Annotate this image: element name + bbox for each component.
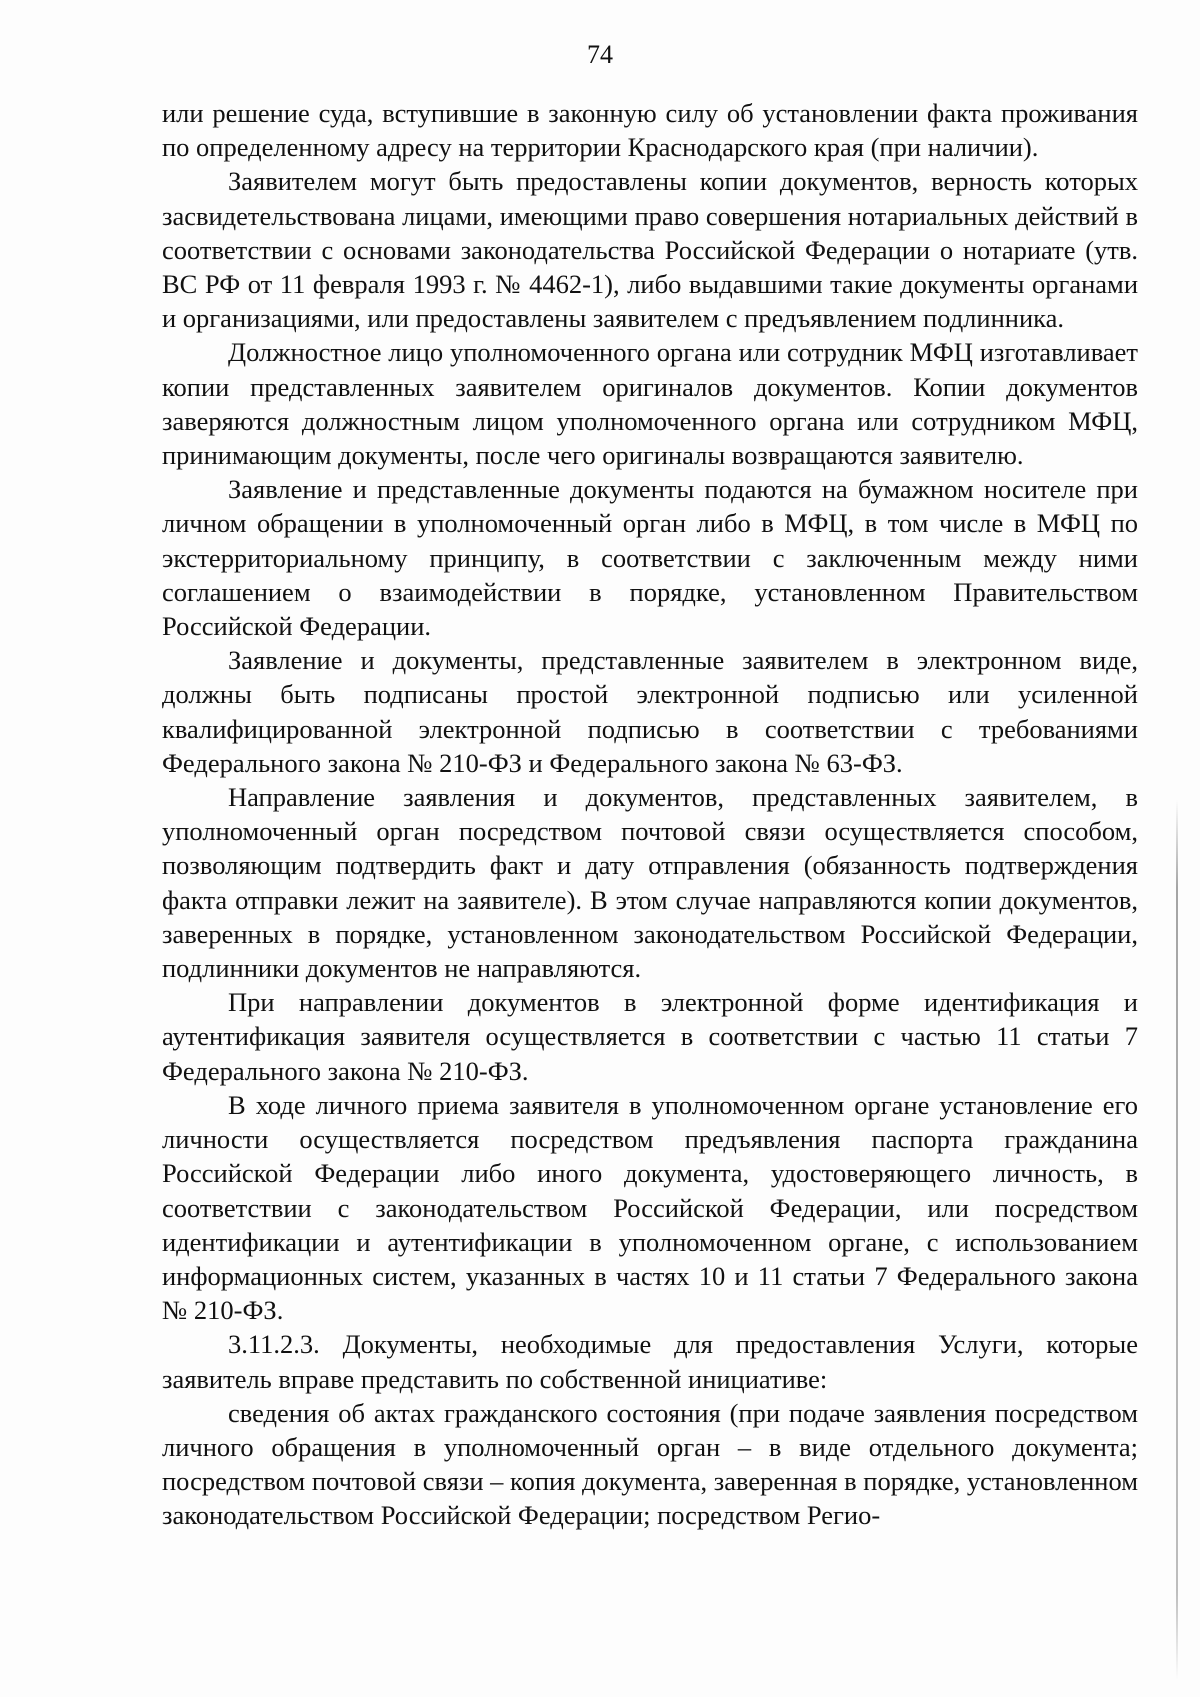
paragraph: В ходе личного приема заявителя в уполномоченном органе установление его личности осуществляется посредством предъявления паспорта гражданина Российской Федерации либо иного документа, удостоверяющего личность, в соответствии с законодательством Российской Федерации, или посредством идентификации и аутентификации в уполномоченном органе, с использованием информационных систем, указанных в частях 10 и 11 статьи 7 Федерального закона № 210-ФЗ. <box>162 1089 1138 1326</box>
paragraph: сведения об актах гражданского состояния (при подаче заявления посредством личного обращения в уполномоченный орган – в виде отдельного документа; посредством почтовой связи – копия документа, заверенная в порядке, установленном законодательством Российской Федерации; посредством Регио- <box>162 1397 1138 1531</box>
paragraph: Должностное лицо уполномоченного органа или сотрудник МФЦ изготавливает копии представленных заявителем оригиналов документов. Копии документов заверяются должностным лицом уполномоченного органа или сотрудником МФЦ, принимающим документы, после чего оригиналы возвращаются заявителю. <box>162 337 1138 471</box>
paragraph: Направление заявления и документов, представленных заявителем, в уполномоченный орган посредством почтовой связи осуществляется способом, позволяющим подтвердить факт и дату отправления (обязанность подтверждения факта отправки лежит на заявителе). В этом случае направляются копии документов, заверенных в порядке, установленном законодательством Российской Федерации, подлинники документов не направляются. <box>162 782 1138 984</box>
paragraph: или решение суда, вступившие в законную силу об установлении факта проживания по определенному адресу на территории Краснодарского края (при наличии). <box>162 98 1138 163</box>
document-body <box>162 96 1138 1533</box>
paragraph: Заявителем могут быть предоставлены копии документов, верность которых засвидетельствована лицами, имеющими право совершения нотариальных действий в соответствии с основами законодательства Российской Федерации о нотариате (утв. ВС РФ от 11 февраля 1993 г. № 4462-1), либо выдавшими такие документы органами и организациями, или предоставлены заявителем с предъявлением подлинника. <box>162 166 1138 334</box>
paragraph: Заявление и представленные документы подаются на бумажном носителе при личном обращении в уполномоченный орган либо в МФЦ, в том числе в МФЦ по экстерриториальному принципу, в соответствии с заключенным между ними соглашением о взаимодействии в порядке, установленном Правительством Российской Федерации. <box>162 474 1138 642</box>
paragraph: Заявление и документы, представленные заявителем в электронном виде, должны быть подписаны простой электронной подписью или усиленной квалифицированной электронной подписью в соответствии с требованиями Федерального закона № 210-ФЗ и Федерального закона № 63-ФЗ. <box>162 645 1138 778</box>
paragraph: 3.11.2.3. Документы, необходимые для предоставления Услуги, которые заявитель вправе представить по собственной инициативе: <box>162 1329 1138 1394</box>
paragraph: При направлении документов в электронной форме идентификация и аутентификация заявителя осуществляется в соответствии с частью 11 статьи 7 Федерального закона № 210-ФЗ. <box>162 987 1138 1086</box>
page-number: 74 <box>587 40 613 69</box>
scan-edge-line <box>1176 800 1178 1680</box>
